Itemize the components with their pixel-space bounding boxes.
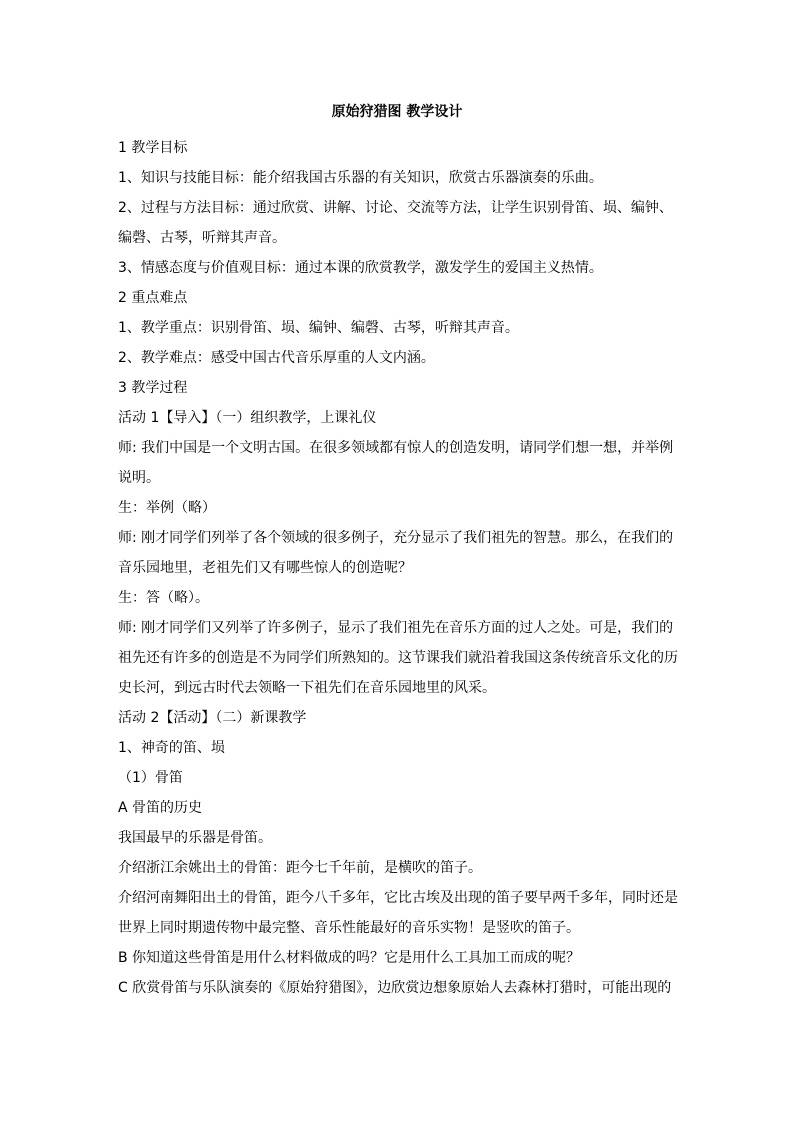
- paragraph-line: 2、过程与方法目标：通过欣赏、讲解、讨论、交流等方法，让学生识别骨笛、埙、编钟、: [118, 200, 673, 216]
- paragraph-line: 生：举例（略）: [118, 500, 216, 516]
- paragraph-line: 祖先还有许多的创造是不为同学们所熟知的。这节课我们就沿着我国这条传统音乐文化的历: [118, 650, 678, 666]
- paragraph-line: 生：答（略）。: [118, 590, 209, 606]
- paragraph-line: 1、神奇的笛、埙: [118, 740, 225, 756]
- activity-heading: 活动 2【活动】（二）新课教学: [118, 710, 307, 726]
- document-title: 原始狩猎图 教学设计: [331, 104, 463, 120]
- paragraph-line: （1）骨笛: [118, 770, 183, 786]
- paragraph-line: 史长河，到远古时代去领略一下祖先们在音乐园地里的风采。: [118, 680, 496, 696]
- paragraph-line: 1、教学重点：识别骨笛、埙、编钟、编磬、古琴，听辩其声音。: [118, 320, 519, 336]
- paragraph-line: 我国最早的乐器是骨笛。: [118, 830, 272, 846]
- paragraph-line: 3、情感态度与价值观目标：通过本课的欣赏教学，激发学生的爱国主义热情。: [118, 260, 603, 276]
- paragraph-line: 世界上同时期遗传物中最完整、音乐性能最好的音乐实物！是竖吹的笛子。: [118, 920, 580, 936]
- section-heading-process: 3 教学过程: [118, 380, 188, 396]
- paragraph-line: 说明。: [118, 470, 160, 486]
- paragraph-line: 音乐园地里，老祖先们又有哪些惊人的创造呢？: [118, 560, 412, 576]
- activity-heading: 活动 1【导入】（一）组织教学，上课礼仪: [118, 410, 377, 426]
- paragraph-line: 师: 我们中国是一个文明古国。在很多领域都有惊人的创造发明，请同学们想一想，并举例: [118, 440, 674, 456]
- paragraph-line: 2、教学难点：感受中国古代音乐厚重的人文内涵。: [118, 350, 435, 366]
- paragraph-line: B 你知道这些骨笛是用什么材料做成的吗？它是用什么工具加工而成的呢？: [118, 950, 581, 966]
- paragraph-line: A 骨笛的历史: [118, 800, 203, 816]
- document-body: [118, 133, 678, 1003]
- paragraph-line: C 欣赏骨笛与乐队演奏的《原始狩猎图》，边欣赏边想象原始人去森林打猎时，可能出现的: [118, 980, 672, 996]
- section-heading-objectives: 1 教学目标: [118, 140, 188, 156]
- section-heading-key-points: 2 重点难点: [118, 290, 188, 306]
- paragraph-line: 介绍河南舞阳出土的骨笛，距今八千多年，它比古埃及出现的笛子要早两千多年，同时还是: [118, 890, 678, 906]
- paragraph-line: 编磬、古琴，听辩其声音。: [118, 230, 286, 246]
- paragraph-line: 师: 刚才同学们列举了各个领域的很多例子，充分显示了我们祖先的智慧。那么，在我们的: [118, 530, 674, 546]
- paragraph-line: 1、知识与技能目标：能介绍我国古乐器的有关知识，欣赏古乐器演奏的乐曲。: [118, 170, 603, 186]
- paragraph-line: 介绍浙江余姚出土的骨笛：距今七千年前，是横吹的笛子。: [118, 860, 482, 876]
- paragraph-line: 师: 刚才同学们又列举了许多例子，显示了我们祖先在音乐方面的过人之处。可是，我们的: [118, 620, 674, 636]
